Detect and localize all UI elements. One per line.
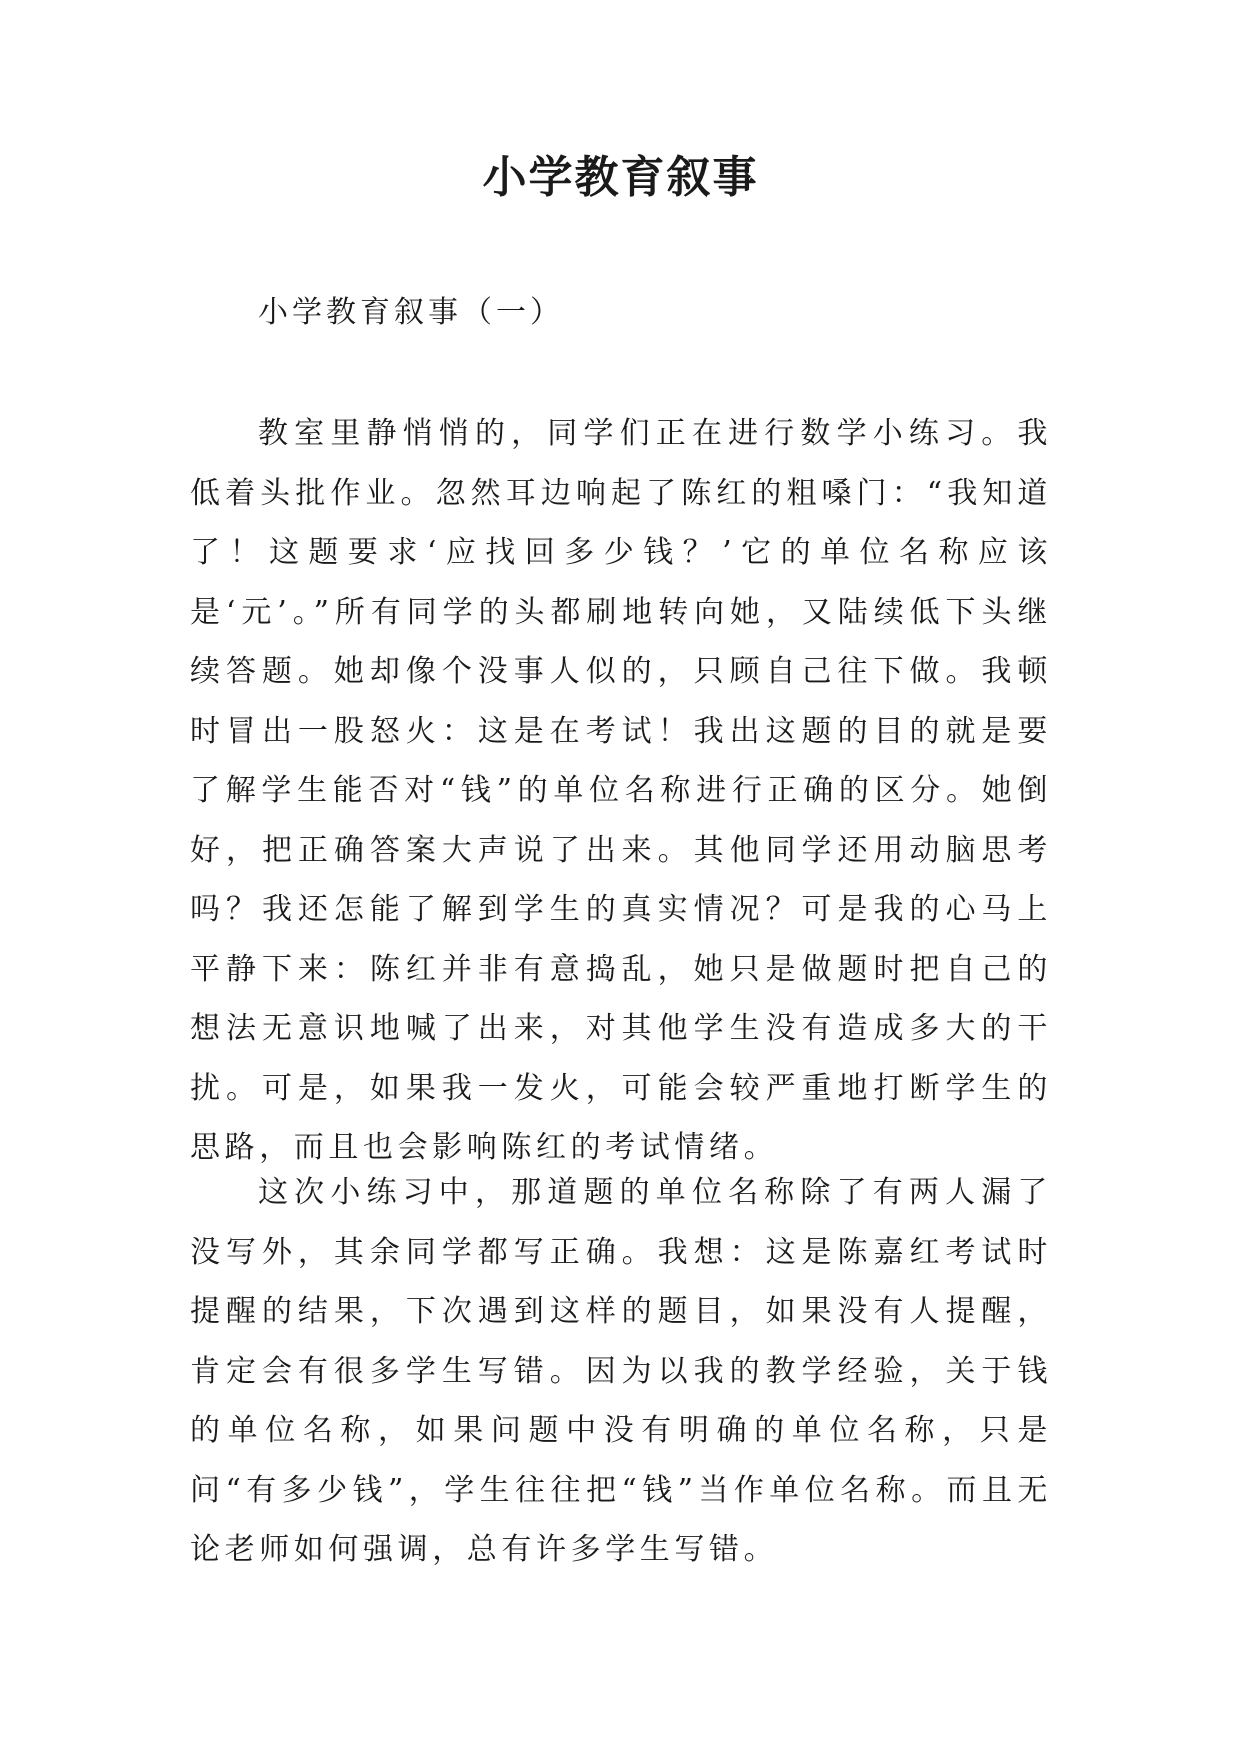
body-paragraph-1: 教室里静悄悄的，同学们正在进行数学小练习。我低着头批作业。忽然耳边响起了陈红的粗嗓门：“我知道了！这题要求‘应找回多少钱？’它的单位名称应该是‘元’。”所有同学的头都刷地转向她，又陆续低下头继续答题。她却像个没事人似的，只顾自己往下做。我顿时冒出一股怒火：这是在考试！我出这题的目的就是要了解学生能否对“钱”的单位名称进行正确的区分。她倒好，把正确答案大声说了出来。其他同学还用动脑思考吗？我还怎能了解到学生的真实情况？可是我的心马上平静下来：陈红并非有意捣乱，她只是做题时把自己的想法无意识地喊了出来，对其他学生没有造成多大的干扰。可是，如果我一发火，可能会较严重地打断学生的思路，而且也会影响陈红的考试情绪。	[190, 416, 1052, 1165]
body-paragraph-2: 这次小练习中，那道题的单位名称除了有两人漏了没写外，其余同学都写正确。我想：这是陈嘉红考试时提醒的结果，下次遇到这样的题目，如果没有人提醒，肯定会有很多学生写错。因为以我的教学经验，关于钱的单位名称，如果问题中没有明确的单位名称，只是问“有多少钱”，学生往往把“钱”当作单位名称。而且无论老师如何强调，总有许多学生写错。	[190, 1175, 1052, 1567]
document-title: 小学教育叙事	[482, 152, 759, 203]
section-heading: 小学教育叙事（一）	[258, 295, 564, 330]
